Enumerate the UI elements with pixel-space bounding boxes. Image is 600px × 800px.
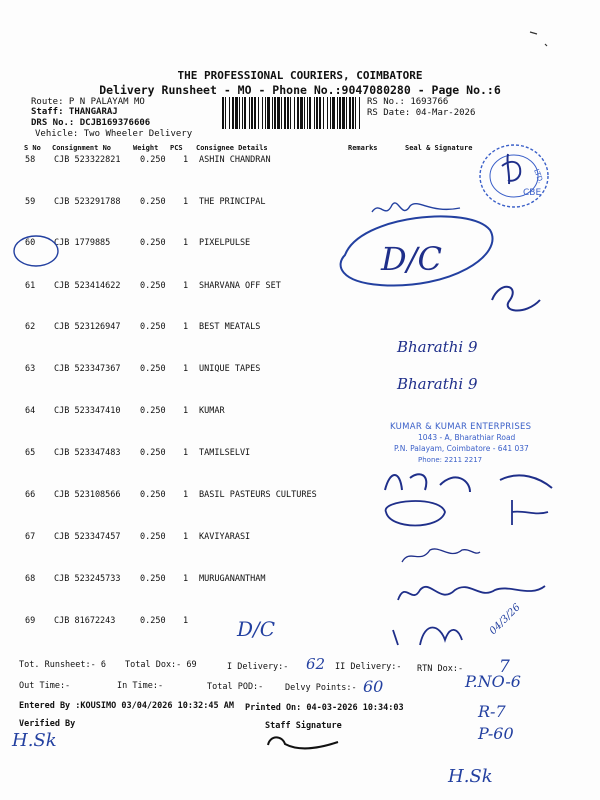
signature-65: [385, 474, 552, 492]
row-sno: 68: [25, 574, 36, 584]
i-delivery-value: 62: [306, 655, 326, 673]
staff-label: Staff: THANGARAJ: [31, 107, 118, 117]
row-weight: 0.250: [140, 490, 166, 500]
row-consignment-no: CJB 523245733: [54, 574, 121, 584]
pno-note: P.NO-6: [465, 672, 521, 691]
row-sno: 60: [25, 238, 36, 248]
row-consignee: PIXELPULSE: [199, 238, 251, 248]
bharathi-62: Bharathi 9: [397, 338, 478, 356]
row-weight: 0.250: [140, 532, 166, 542]
row-sno: 61: [25, 281, 36, 291]
date-note: 04/3/26: [487, 601, 523, 638]
row-consignment-no: CJB 523322821: [54, 155, 121, 165]
row-pcs: 1: [183, 448, 189, 458]
col-sno: S No: [24, 144, 41, 152]
col-seal-signature: Seal & Signature: [405, 144, 473, 152]
row-sno: 63: [25, 364, 36, 374]
signature-67: [402, 549, 480, 562]
row-consignment-no: CJB 523347483: [54, 448, 121, 458]
row-weight: 0.250: [140, 322, 166, 332]
row-pcs: 1: [183, 490, 189, 500]
delvy-points-value: 60: [363, 677, 384, 696]
col-weight: Weight: [133, 144, 159, 152]
row-sno: 62: [25, 322, 36, 332]
row-consignment-no: CJB 523347457: [54, 532, 121, 542]
row-consignee: BEST MEATALS: [199, 322, 261, 332]
row-weight: 0.250: [140, 364, 166, 374]
entered-by: Entered By :KOUSIMO 03/04/2026 10:32:45 AM: [19, 701, 234, 711]
p60-note: P-60: [478, 724, 514, 743]
row-consignment-no: CJB 523126947: [54, 322, 121, 332]
out-time: Out Time:-: [19, 681, 71, 691]
row-consignee: ASHIN CHANDRAN: [199, 155, 271, 165]
row-sno: 65: [25, 448, 36, 458]
row-consignee: TAMILSELVI: [199, 448, 251, 458]
verified-by: Verified By: [19, 719, 76, 729]
signature-66: [386, 500, 548, 526]
row-consignment-no: CJB 81672243: [54, 616, 116, 626]
signature-59: [372, 203, 460, 212]
ii-delivery: II Delivery:-: [335, 662, 402, 672]
stamp-line2: 1043 - A, Bharathiar Road: [418, 433, 516, 442]
row-consignee: KUMAR: [199, 406, 225, 416]
stamp-cbe: CBE: [523, 188, 542, 198]
total-dox: Total Dox:- 69: [125, 660, 197, 670]
stamp-line3: P.N. Palayam, Coimbatore - 641 037: [394, 444, 529, 453]
circle-mark-60: [14, 236, 58, 266]
row-consignment-no: CJB 523347367: [54, 364, 121, 374]
row-pcs: 1: [183, 281, 189, 291]
row-weight: 0.250: [140, 616, 166, 626]
row-weight: 0.250: [140, 197, 166, 207]
row-weight: 0.250: [140, 281, 166, 291]
row-pcs: 1: [183, 532, 189, 542]
bottom-signature: H.Sk: [448, 766, 493, 787]
rtn-dox: RTN Dox:-: [417, 664, 464, 674]
row-pcs: 1: [183, 574, 189, 584]
col-pcs: PCS: [170, 144, 183, 152]
corner-marks: [530, 32, 547, 46]
row-pcs: 1: [183, 197, 189, 207]
row-pcs: 1: [183, 238, 189, 248]
row-pcs: 1: [183, 616, 189, 626]
i-delivery: I Delivery:-: [227, 662, 289, 672]
tot-runsheet: Tot. Runsheet:- 6: [19, 660, 106, 670]
runsheet-subtitle: Delivery Runsheet - MO - Phone No.:9047080280 - Page No.:6: [99, 83, 501, 97]
row-pcs: 1: [183, 322, 189, 332]
vehicle-label: Vehicle: Two Wheeler Delivery: [35, 129, 193, 139]
col-consignee: Consignee Details: [196, 144, 268, 152]
row-weight: 0.250: [140, 406, 166, 416]
stamp-line4: Phone: 2211 2217: [418, 456, 483, 464]
company-title: THE PROFESSIONAL COURIERS, COIMBATORE: [177, 69, 423, 82]
row-consignee: SHARVANA OFF SET: [199, 281, 281, 291]
staff-signature-mark: [268, 737, 338, 748]
signature-61: [492, 287, 540, 311]
row-pcs: 1: [183, 406, 189, 416]
rtn-dox-value: 7: [499, 657, 510, 677]
row-consignment-no: CJB 523291788: [54, 197, 121, 207]
row-sno: 66: [25, 490, 36, 500]
r7-note: R-7: [478, 702, 506, 721]
delvy-points: Delvy Points:-: [285, 683, 357, 693]
row-consignment-no: CJB 523347410: [54, 406, 121, 416]
row-weight: 0.250: [140, 155, 166, 165]
col-consignment: Consignment No: [52, 144, 112, 152]
signature-68: [398, 586, 545, 600]
row-consignee: UNIQUE TAPES: [199, 364, 261, 374]
stamp-line1: KUMAR & KUMAR ENTERPRISES: [390, 422, 532, 432]
row-weight: 0.250: [140, 238, 166, 248]
printed-on: Printed On: 04-03-2026 10:34:03: [245, 703, 404, 713]
in-time: In Time:-: [117, 681, 164, 691]
row-consignee: BASIL PASTEURS CULTURES: [199, 490, 317, 500]
row-pcs: 1: [183, 364, 189, 374]
row-consignment-no: CJB 1779885: [54, 238, 111, 248]
route-label: Route: P N PALAYAM MO: [31, 97, 145, 107]
drs-label: DRS No.: DCJB169376606: [31, 118, 151, 128]
stamp-ltd: LTD.: [532, 167, 545, 185]
row-consignee: MURUGANANTHAM: [199, 574, 266, 584]
row-sno: 58: [25, 155, 36, 165]
row-pcs: 1: [183, 155, 189, 165]
row-sno: 64: [25, 406, 36, 416]
dc-mark-60: D/C: [381, 240, 442, 278]
total-pod: Total POD:-: [207, 682, 264, 692]
row-sno: 59: [25, 197, 36, 207]
verified-signature: H.Sk: [12, 730, 57, 751]
rs-date: RS Date: 04-Mar-2026: [367, 108, 476, 118]
row-sno: 69: [25, 616, 36, 626]
row-consignment-no: CJB 523108566: [54, 490, 121, 500]
rs-number: RS No.: 1693766: [367, 97, 449, 107]
row-consignee: KAVIYARASI: [199, 532, 251, 542]
signature-69: [393, 628, 462, 646]
row-consignment-no: CJB 523414622: [54, 281, 121, 291]
row-weight: 0.250: [140, 574, 166, 584]
row-weight: 0.250: [140, 448, 166, 458]
row-sno: 67: [25, 532, 36, 542]
staff-signature: Staff Signature: [265, 721, 342, 731]
bharathi-63: Bharathi 9: [397, 375, 478, 393]
row-consignee: THE PRINCIPAL: [199, 197, 266, 207]
dc-mark-69: D/C: [237, 617, 276, 641]
col-remarks: Remarks: [348, 144, 378, 152]
